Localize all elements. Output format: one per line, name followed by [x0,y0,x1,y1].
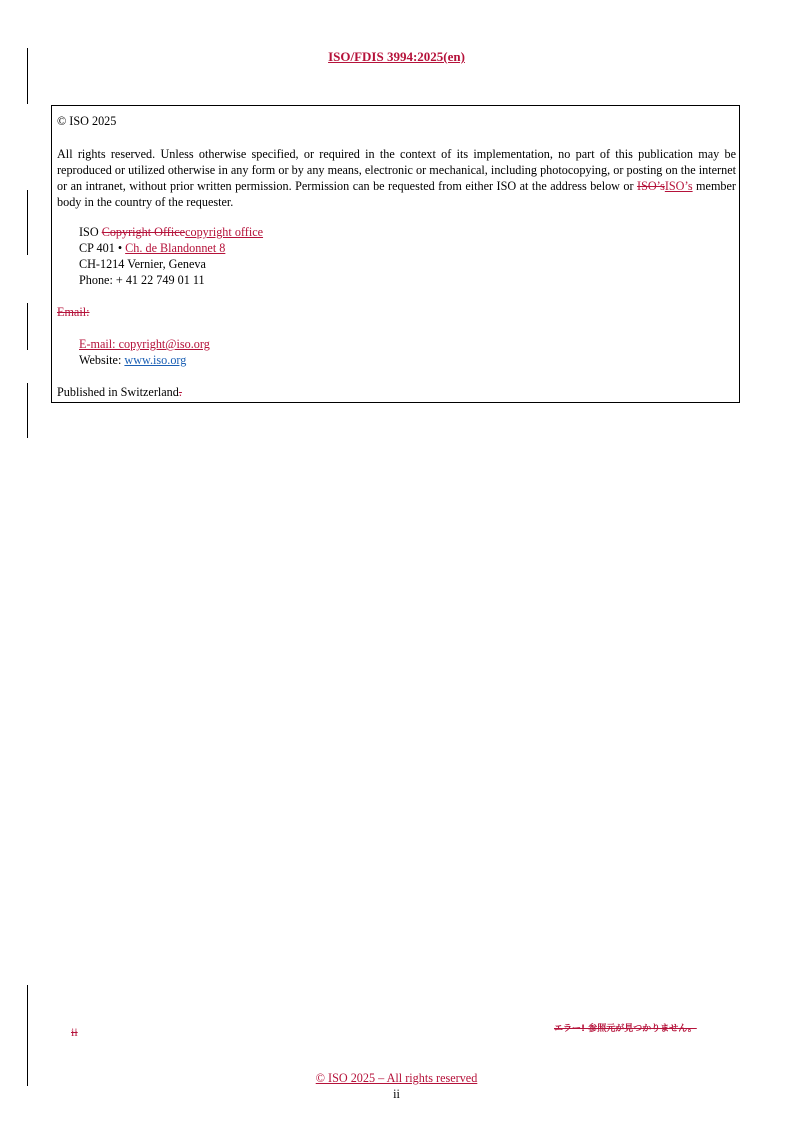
website-link[interactable]: www.iso.org [124,353,187,367]
deleted-email-label: Email: [57,305,90,319]
cp-number: CP 401 • [79,241,126,255]
inserted-office: copyright office [185,225,264,239]
rights-text: All rights reserved. Unless otherwise specified, or required in the context of its implementation, no part of this publication may be reproduced or utilized otherwise in any form or by any means, electronic or mechanical, including photocopying, or posting on the internet or an intranet, without prior written permission. Permission can be requested from either ISO at the address below or [57,147,736,193]
deleted-office: Copyright Office [101,225,186,239]
published-text: Published in Switzerland [57,385,179,399]
deleted-page-number: ii [71,1025,78,1039]
website-line [79,352,186,368]
address-org-line [79,224,263,240]
footer-copyright [0,1071,793,1086]
rights-text-end: member body in the country of the requester. [57,179,736,209]
inserted-text: ISO’s [664,179,693,193]
email-line[interactable]: E-mail: copyright@iso.org [79,337,210,351]
org-name: ISO [79,225,102,239]
change-bar [27,303,28,350]
copyright-box [51,105,740,403]
copyright-line: © ISO 2025 [57,114,117,128]
footer-page-number: ii [393,1087,400,1101]
footer-copyright-text: © ISO 2025 – All rights reserved [315,1071,478,1085]
rights-paragraph [57,146,736,210]
document-header: ISO/FDIS 3994:2025(en) [328,49,465,64]
deleted-period: . [178,385,182,399]
address-phone: Phone: + 41 22 749 01 11 [79,273,205,287]
inserted-street: Ch. de Blandonnet 8 [125,241,226,255]
published-line [57,384,182,400]
website-label: Website: [79,353,125,367]
change-bar [27,190,28,255]
deleted-text: ISO’s [637,179,665,193]
address-city: CH-1214 Vernier, Geneva [79,257,206,271]
address-cp-line [79,240,225,256]
deleted-error-reference: エラー! 参照元が見つかりません。 [554,1024,697,1034]
change-bar [27,383,28,438]
